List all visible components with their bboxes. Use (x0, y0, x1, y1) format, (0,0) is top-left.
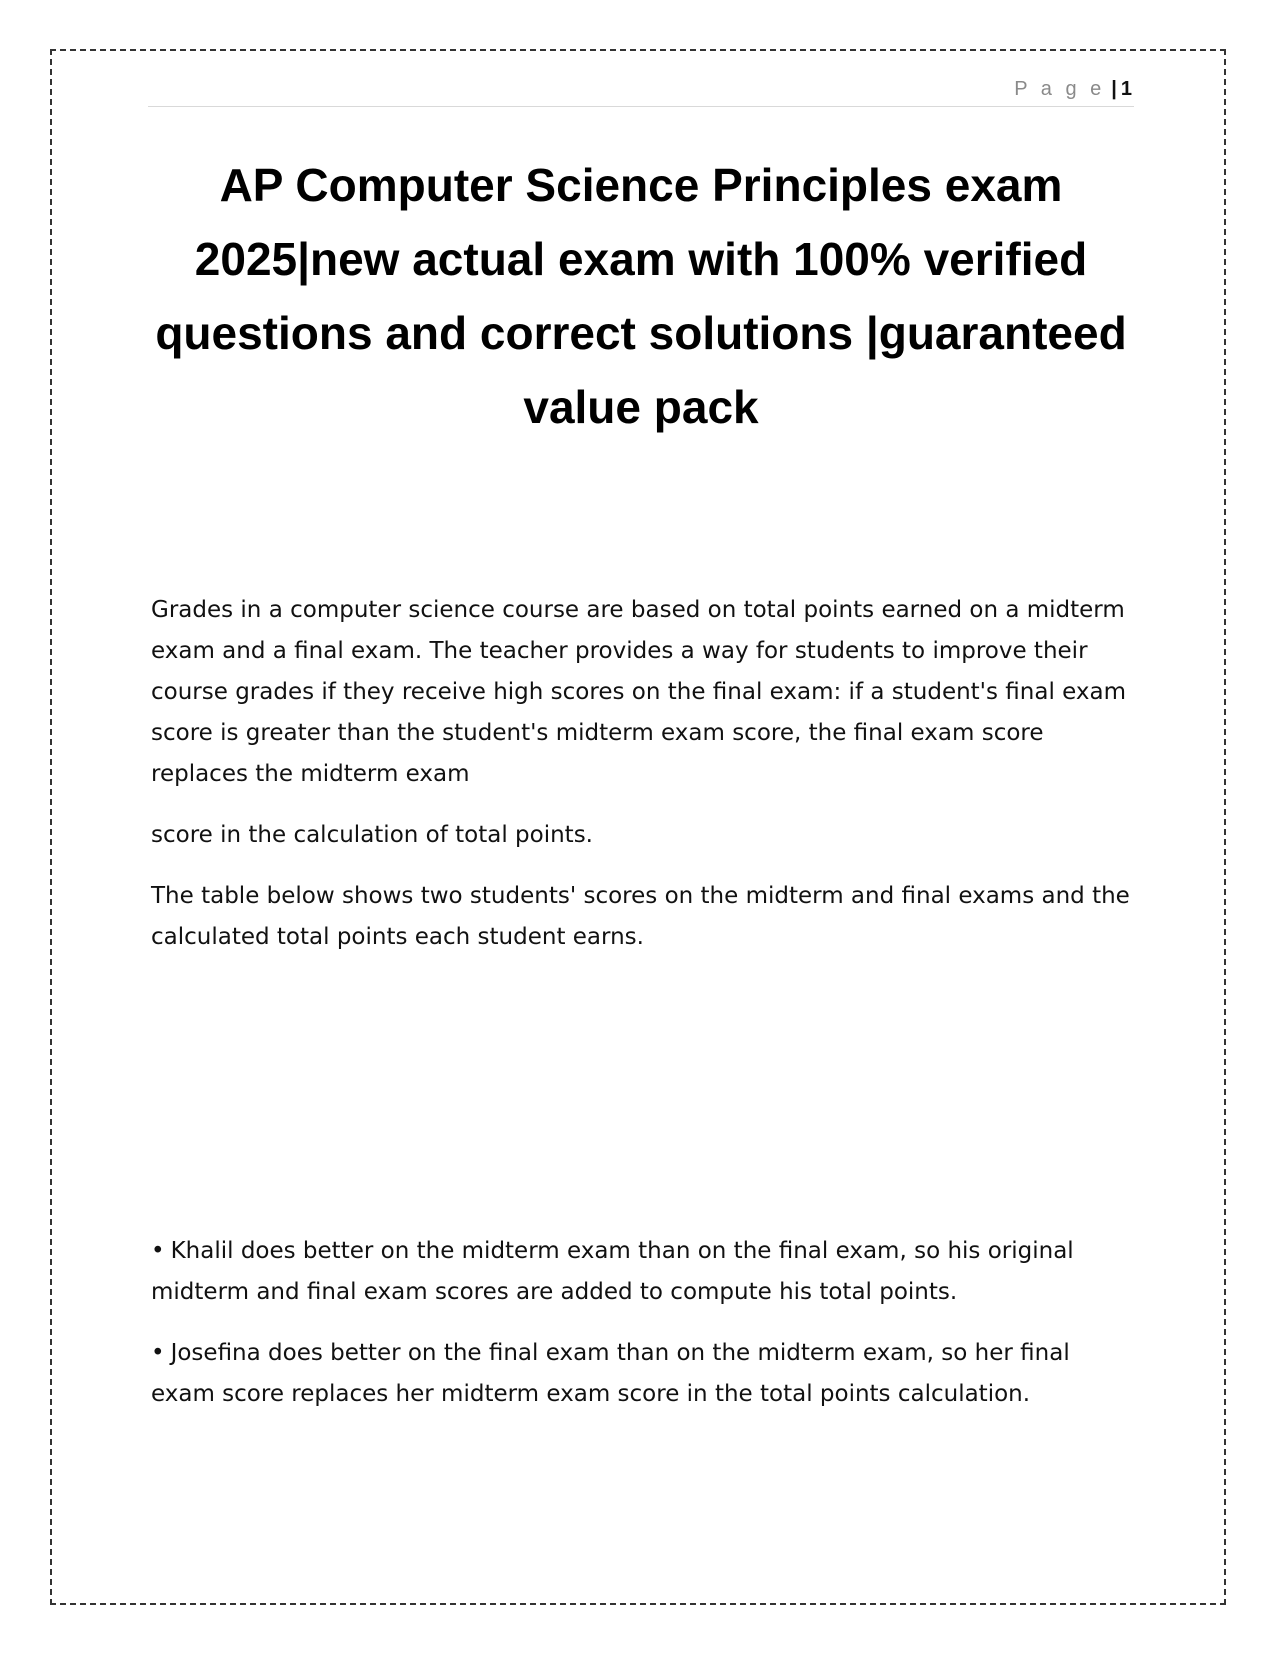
page-number-value: 1 (1120, 78, 1132, 100)
bullet-item (151, 1333, 1131, 1415)
page-separator: | (1111, 78, 1117, 100)
bullet-marker: • (151, 1340, 165, 1366)
page-number (1014, 78, 1132, 101)
page-label: P a g e (1014, 78, 1106, 100)
bullet-list (151, 1231, 1131, 1435)
bullet-text: Josefina does better on the final exam than on the midterm exam, so her final exam score replaces her midterm exam score in the total points calculation. (151, 1340, 1070, 1407)
intro-paragraphs (151, 590, 1131, 978)
paragraph: Grades in a computer science course are based on total points earned on a midterm exam and a final exam. The teacher provides a way for students to improve their course grades if they receive high scores on the final exam: if a student's final exam score is greater than the student's midterm exam score, the final exam score replaces the midterm exam (151, 597, 1127, 787)
paragraph: The table below shows two students' scores on the midterm and final exams and the calculated total points each student earns. (151, 883, 1130, 950)
bullet-marker: • (151, 1238, 165, 1264)
bullet-text: Khalil does better on the midterm exam than on the final exam, so his original midterm and final exam scores are added to compute his total points. (151, 1238, 1074, 1305)
bullet-item (151, 1231, 1131, 1313)
page-header (148, 74, 1134, 107)
document-title: AP Computer Science Principles exam 2025|new actual exam with 100% verified questions and correct solutions |guaranteed value pack (155, 159, 1127, 433)
paragraph: score in the calculation of total points. (151, 822, 593, 848)
